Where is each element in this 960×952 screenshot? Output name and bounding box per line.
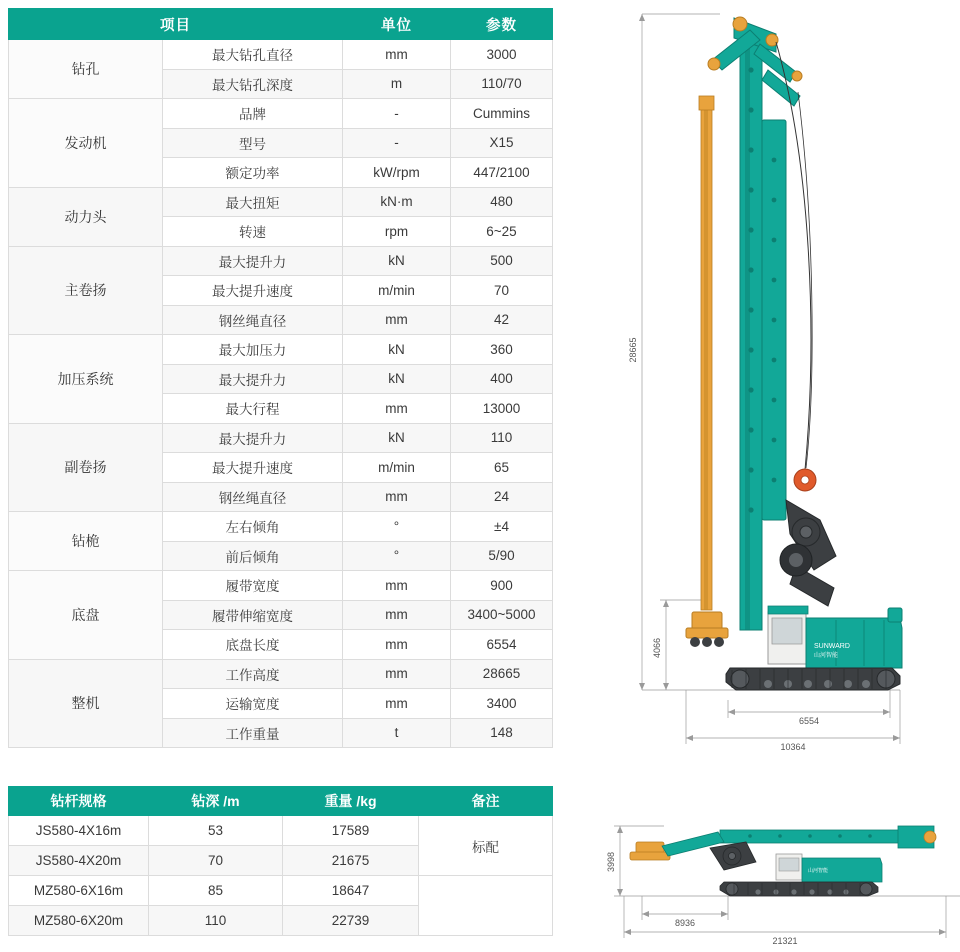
group-label: 发动机 — [9, 99, 163, 188]
row-item: 最大提升速度 — [163, 453, 343, 483]
row-unit: m — [343, 69, 451, 99]
row-item: 前后倾角 — [163, 541, 343, 571]
row-item: 履带伸缩宽度 — [163, 600, 343, 630]
group-label: 整机 — [9, 659, 163, 748]
table-row — [9, 571, 553, 601]
group-label: 副卷扬 — [9, 423, 163, 512]
row-item: 左右倾角 — [163, 512, 343, 542]
row-item: 最大提升力 — [163, 364, 343, 394]
dim-total-height: 28665 — [628, 337, 638, 363]
row-value: 24 — [451, 482, 553, 512]
row-value: 360 — [451, 335, 553, 365]
row-value: 42 — [451, 305, 553, 335]
header-rod-weight: 重量 /kg — [283, 787, 419, 816]
row-unit: mm — [343, 689, 451, 719]
rig-transport-view-figure — [600, 790, 960, 950]
table-row — [9, 512, 553, 542]
row-unit: t — [343, 718, 451, 748]
row-unit: mm — [343, 40, 451, 70]
row-value: 6~25 — [451, 217, 553, 247]
brand-label-en: SUNWARD — [814, 643, 850, 650]
group-label: 钻桅 — [9, 512, 163, 571]
rod-spec: MZ580-6X20m — [9, 906, 149, 936]
row-item: 工作高度 — [163, 659, 343, 689]
table-row — [9, 876, 553, 906]
row-unit: mm — [343, 394, 451, 424]
rod-depth: 110 — [149, 906, 283, 936]
row-item: 钢丝绳直径 — [163, 482, 343, 512]
rod-weight: 18647 — [283, 876, 419, 906]
dim-mid-length: 8936 — [674, 918, 696, 928]
group-label: 动力头 — [9, 187, 163, 246]
table-row — [9, 99, 553, 129]
row-item: 转速 — [163, 217, 343, 247]
rod-note — [419, 876, 553, 936]
group-label: 主卷扬 — [9, 246, 163, 335]
table-header-row — [9, 9, 553, 40]
row-unit: mm — [343, 600, 451, 630]
brand-label-cn: 山河智能 — [814, 653, 839, 659]
row-unit: m/min — [343, 276, 451, 306]
row-unit: ° — [343, 541, 451, 571]
rod-spec: MZ580-6X16m — [9, 876, 149, 906]
dim-track-length: 6554 — [798, 716, 820, 726]
table-row — [9, 335, 553, 365]
drill-rod-table — [8, 786, 553, 936]
row-unit: kN — [343, 423, 451, 453]
row-item: 工作重量 — [163, 718, 343, 748]
row-unit: kW/rpm — [343, 158, 451, 188]
row-unit: - — [343, 99, 451, 129]
table-row — [9, 246, 553, 276]
table-row — [9, 659, 553, 689]
row-item: 品牌 — [163, 99, 343, 129]
row-unit: mm — [343, 305, 451, 335]
row-item: 底盘长度 — [163, 630, 343, 660]
rod-weight: 22739 — [283, 906, 419, 936]
header-item: 项目 — [9, 9, 343, 40]
table-row — [9, 423, 553, 453]
rod-weight: 21675 — [283, 846, 419, 876]
row-item: 额定功率 — [163, 158, 343, 188]
row-item: 最大钻孔直径 — [163, 40, 343, 70]
drill-rod-table-container — [8, 786, 552, 936]
header-unit: 单位 — [343, 9, 451, 40]
row-value: 6554 — [451, 630, 553, 660]
row-unit: mm — [343, 659, 451, 689]
row-unit: m/min — [343, 453, 451, 483]
table-row — [9, 187, 553, 217]
row-value: 447/2100 — [451, 158, 553, 188]
group-label: 钻孔 — [9, 40, 163, 99]
row-value: 480 — [451, 187, 553, 217]
dim-base-height: 4066 — [652, 637, 662, 659]
row-unit: ° — [343, 512, 451, 542]
rod-spec: JS580-4X16m — [9, 816, 149, 846]
rig-transport-illustration — [630, 826, 936, 896]
row-value: 3400~5000 — [451, 600, 553, 630]
row-value: 110/70 — [451, 69, 553, 99]
row-item: 运输宽度 — [163, 689, 343, 719]
row-value: 400 — [451, 364, 553, 394]
row-unit: - — [343, 128, 451, 158]
dim-transport-overall-length: 21321 — [772, 936, 798, 946]
specification-table-container — [8, 8, 552, 748]
group-label: 底盘 — [9, 571, 163, 660]
header-rod-spec: 钻杆规格 — [9, 787, 149, 816]
row-unit: kN — [343, 246, 451, 276]
row-unit: kN — [343, 335, 451, 365]
dim-overall-length: 10364 — [780, 742, 806, 752]
row-item: 型号 — [163, 128, 343, 158]
row-value: 900 — [451, 571, 553, 601]
row-value: 70 — [451, 276, 553, 306]
row-value: 13000 — [451, 394, 553, 424]
row-item: 最大提升力 — [163, 246, 343, 276]
table-row — [9, 40, 553, 70]
dim-transport-height: 3998 — [606, 851, 616, 873]
rod-depth: 70 — [149, 846, 283, 876]
rig-illustration — [686, 17, 902, 690]
row-unit: mm — [343, 571, 451, 601]
row-item: 履带宽度 — [163, 571, 343, 601]
row-item: 最大加压力 — [163, 335, 343, 365]
brand-label-cn-side: 山河智能 — [808, 868, 829, 874]
group-label: 加压系统 — [9, 335, 163, 424]
row-item: 最大行程 — [163, 394, 343, 424]
rod-weight: 17589 — [283, 816, 419, 846]
row-item: 最大提升力 — [163, 423, 343, 453]
row-value: Cummins — [451, 99, 553, 129]
row-value: 110 — [451, 423, 553, 453]
row-unit: mm — [343, 630, 451, 660]
table-header-row — [9, 787, 553, 816]
row-value: 65 — [451, 453, 553, 483]
row-value: 500 — [451, 246, 553, 276]
row-value: 5/90 — [451, 541, 553, 571]
row-item: 最大提升速度 — [163, 276, 343, 306]
row-unit: kN — [343, 364, 451, 394]
row-unit: mm — [343, 482, 451, 512]
rod-depth: 85 — [149, 876, 283, 906]
row-value: ±4 — [451, 512, 553, 542]
rig-front-elevation-figure — [600, 0, 960, 770]
rod-spec: JS580-4X20m — [9, 846, 149, 876]
row-unit: rpm — [343, 217, 451, 247]
row-value: 3000 — [451, 40, 553, 70]
header-value: 参数 — [451, 9, 553, 40]
specification-table — [8, 8, 553, 748]
rod-note: 标配 — [419, 816, 553, 876]
rod-depth: 53 — [149, 816, 283, 846]
row-item: 最大钻孔深度 — [163, 69, 343, 99]
row-value: 28665 — [451, 659, 553, 689]
table-row — [9, 816, 553, 846]
row-value: 148 — [451, 718, 553, 748]
row-item: 最大扭矩 — [163, 187, 343, 217]
row-value: X15 — [451, 128, 553, 158]
row-value: 3400 — [451, 689, 553, 719]
row-unit: kN·m — [343, 187, 451, 217]
row-item: 钢丝绳直径 — [163, 305, 343, 335]
header-rod-depth: 钻深 /m — [149, 787, 283, 816]
header-rod-note: 备注 — [419, 787, 553, 816]
